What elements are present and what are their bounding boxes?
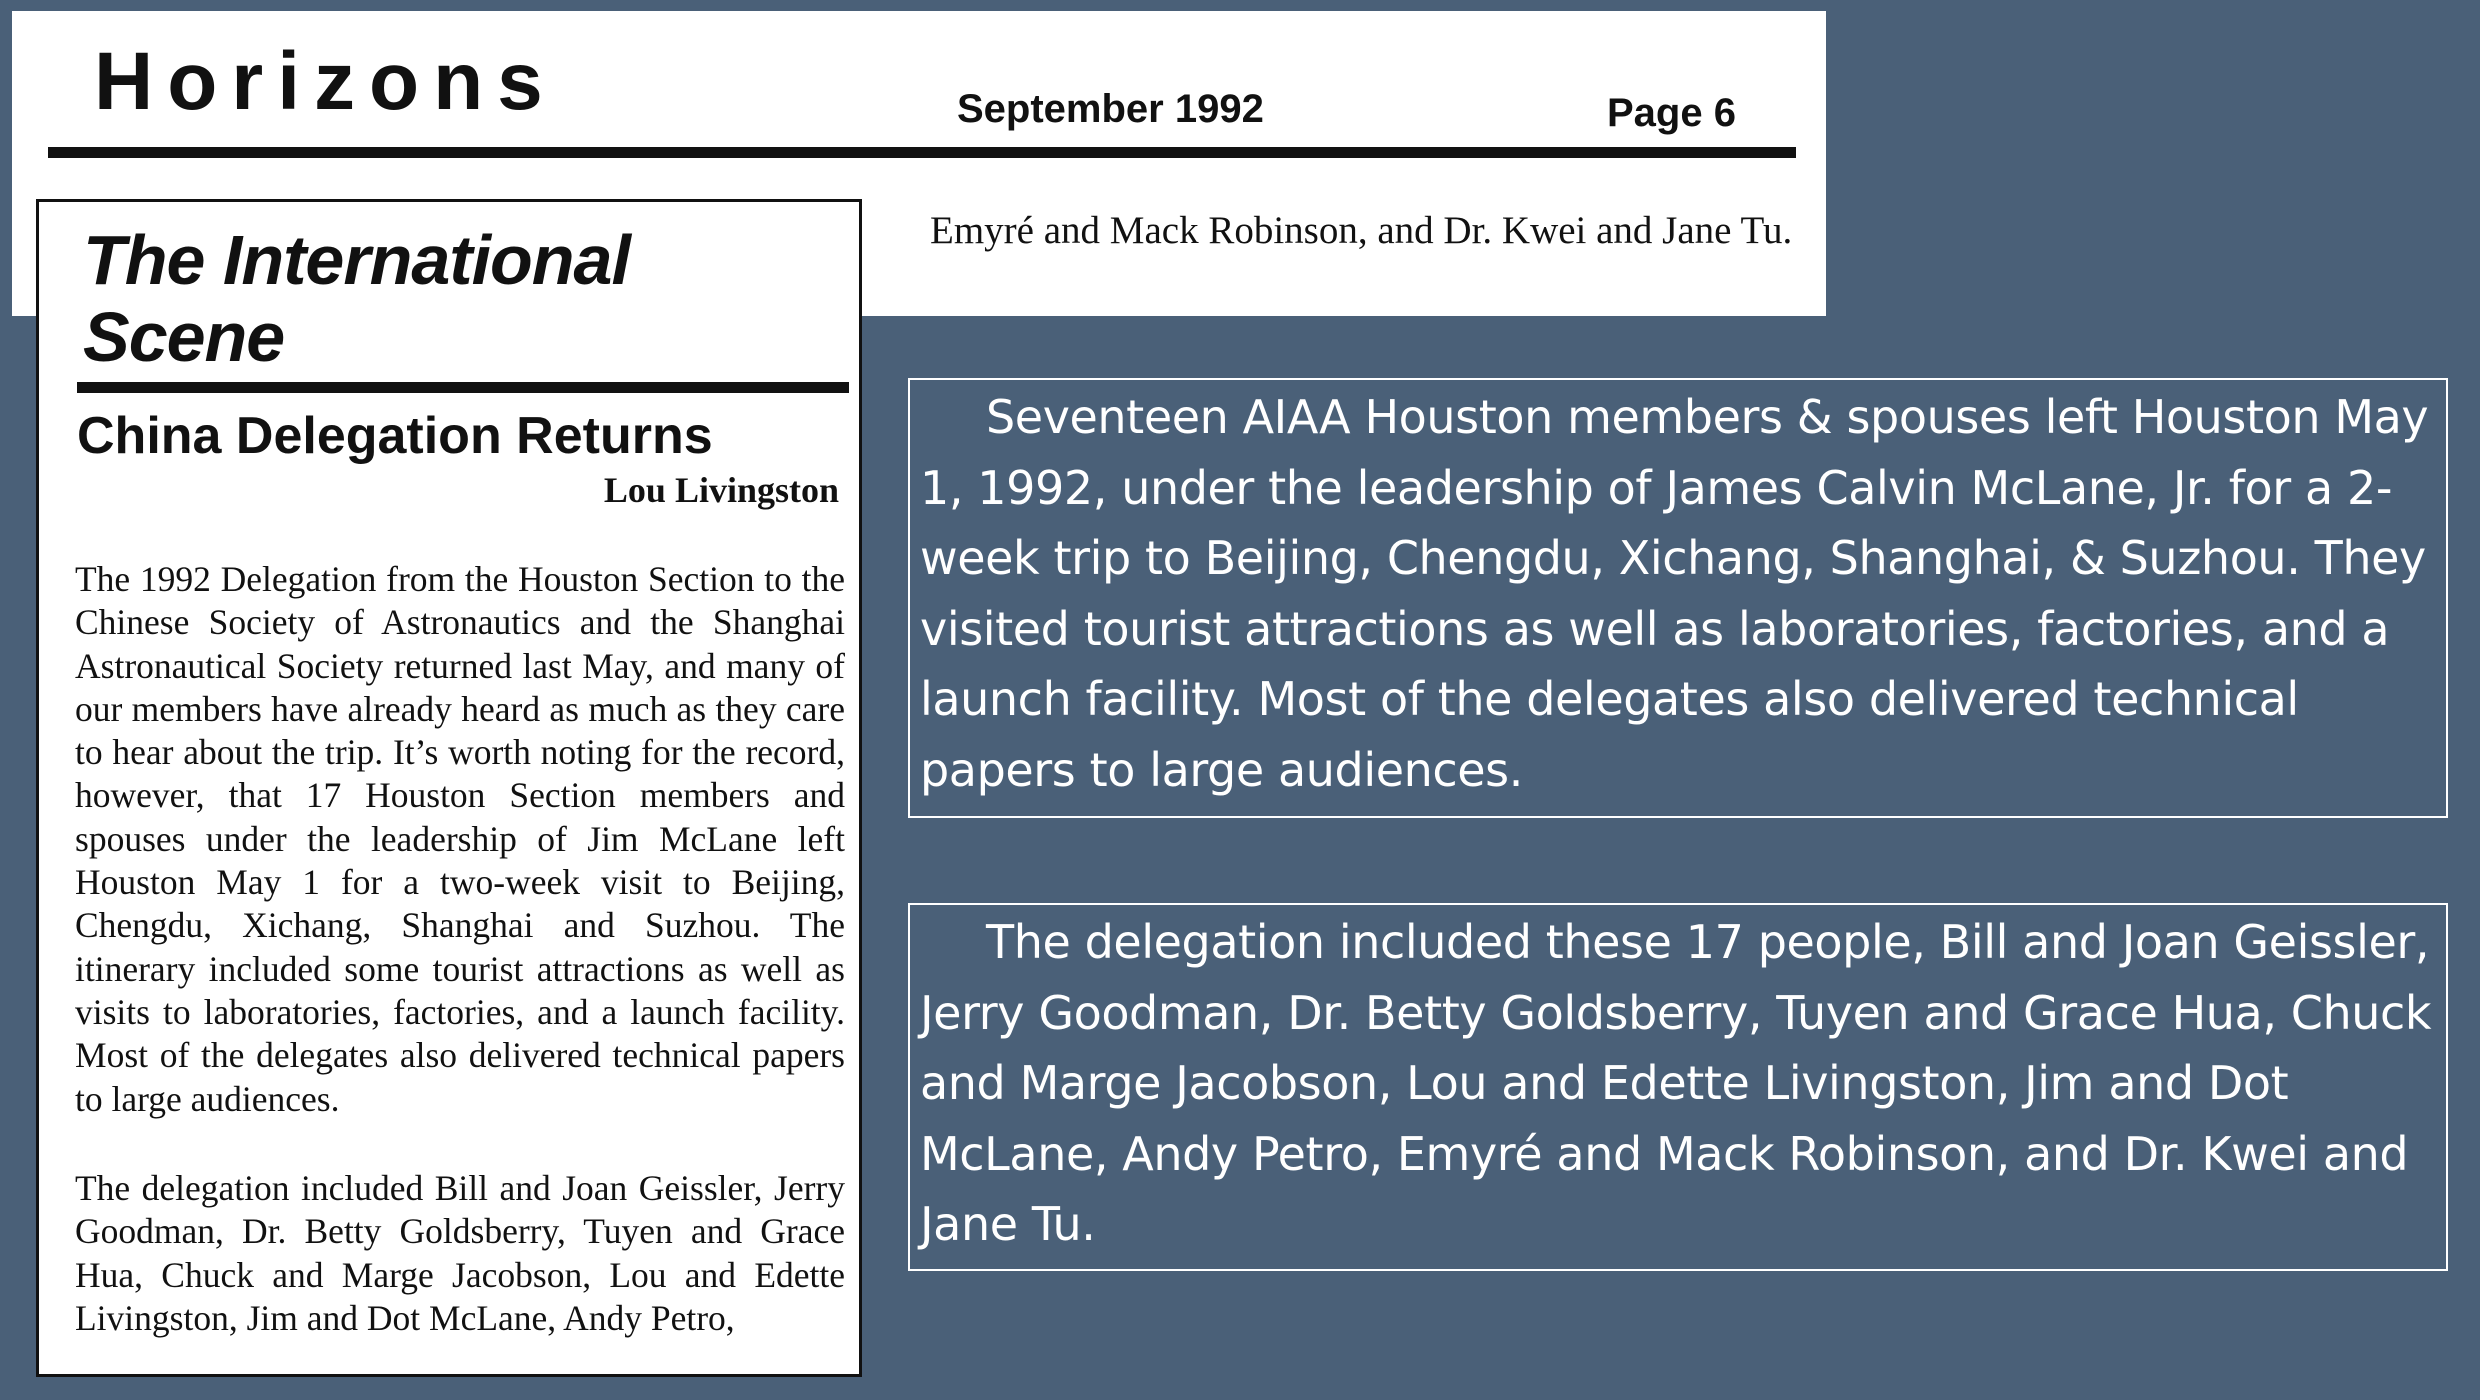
continued-article-text: Emyré and Mack Robinson, and Dr. Kwei and Jane Tu.: [930, 209, 1793, 252]
section-divider: [77, 382, 849, 393]
summary-text-box: The delegation included these 17 people, Bill and Joan Geissler, Jerry Goodman, Dr. Betty Goldsberry, Tuyen and Grace Hua, Chuck and Marge Jacobson, Lou and Edette Livingston, Jim and Dot McLane, Andy Petro, Emyré and Mack Robinson, and Dr. Kwei and Jane Tu.: [908, 903, 2448, 1271]
article-paragraph: The 1992 Delegation from the Houston Section to the Chinese Society of Astronautics and the Shanghai Astronautical Society returned last May, and many of our members have already heard as much as they care to hear about the trip. It’s worth noting for the record, however, that 17 Houston Section members and spouses under the leadership of Jim McLane left Houston May 1 for a two-week visit to Beijing, Chengdu, Xichang, Shanghai and Suzhou. The itinerary included some tourist attractions as well as visits to laboratories, factories, and a launch facility. Most of the delegates also delivered technical papers to large audiences.: [75, 559, 845, 1119]
article-title: China Delegation Returns: [77, 407, 713, 465]
masthead-divider: [48, 147, 1796, 158]
page-number: Page 6: [1607, 91, 1736, 135]
section-heading: The International Scene: [83, 221, 630, 376]
summary-text-box: Seventeen AIAA Houston members & spouses left Houston May 1, 1992, under the leadership of James Calvin McLane, Jr. for a 2-week trip to Beijing, Chengdu, Xichang, Shanghai, & Suzhou. They visited tourist attractions as well as laboratories, factories, and a launch facility. Most of the delegates also delivered technical papers to large audiences.: [908, 378, 2448, 818]
article-byline: Lou Livingston: [603, 470, 839, 510]
issue-date: September 1992: [957, 87, 1264, 131]
newsletter-title: Horizons: [94, 36, 557, 127]
article-paragraph: The delegation included Bill and Joan Geissler, Jerry Goodman, Dr. Betty Goldsberry, Tuyen and Grace Hua, Chuck and Marge Jacobson, Lou and Edette Livingston, Jim and Dot McLane, Andy Petro,: [75, 1168, 845, 1338]
article-clip: [36, 199, 862, 1377]
